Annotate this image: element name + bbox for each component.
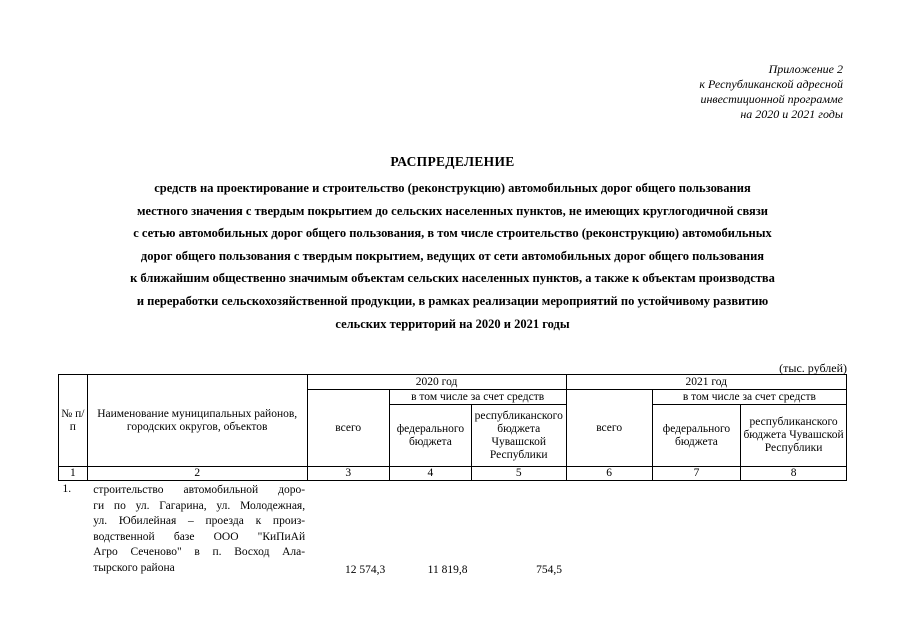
object-name-line: Агро Сеченово" в п. Восход Ала- [93, 546, 306, 559]
object-name-line: тырского района [93, 561, 175, 574]
subtitle-line: к ближайшим общественно значимым объектам сельских населенных пунктов, а также к объектам производства [130, 271, 775, 286]
object-name-line: ул. Юбилейная – проезда к произ- [93, 515, 306, 528]
appendix-line: Приложение 2 [768, 62, 843, 76]
header-incl-2021: в том числе за счет средств [652, 390, 846, 405]
col-number: 5 [471, 467, 566, 481]
header-name: Наименование муниципальных районов, городских округов, объектов [87, 375, 307, 467]
units-label: (тыс. рублей) [779, 361, 847, 375]
appendix-line: инвестиционной программе [700, 92, 843, 106]
row-federal-2020: 11 819,8 [427, 563, 468, 576]
header-federal-2021: федерального бюджета [652, 405, 740, 467]
object-name-line: водственной базе ООО "КиПиАй [93, 530, 306, 543]
header-total-2021: всего [566, 390, 652, 467]
col-number: 4 [389, 467, 471, 481]
subtitle-line: сельских территорий на 2020 и 2021 годы [335, 316, 570, 331]
col-number: 7 [652, 467, 740, 481]
header-year-2021: 2021 год [566, 375, 847, 390]
header-num: № п/п [59, 375, 88, 467]
row-republic-2021 [741, 481, 847, 577]
header-republic-2021: республиканского бюджета Чувашской Республики [741, 405, 847, 467]
col-number: 3 [307, 467, 389, 481]
row-object-name [87, 481, 307, 577]
row-republic-2020: 754,5 [536, 563, 562, 576]
col-number: 8 [741, 467, 847, 481]
row-total-2021 [566, 481, 652, 577]
subtitle-line: и переработки сельскохозяйственной продукции, в рамках реализации мероприятий по устойчивому развитию [136, 293, 769, 308]
object-name-line: ги по ул. Гагарина, ул. Молодежная, [93, 499, 306, 512]
header-year-2020: 2020 год [307, 375, 566, 390]
header-republic-2020: республиканского бюджета Чувашской Республики [471, 405, 566, 467]
col-number: 1 [59, 467, 88, 481]
row-total-2020: 12 574,3 [345, 563, 386, 576]
row-num: 1. [62, 483, 72, 495]
table-row [59, 481, 847, 577]
appendix-reference [583, 62, 843, 122]
header-total-2020: всего [307, 390, 389, 467]
subtitle-line: дорог общего пользования с твердым покрытием, ведущих от сети автомобильных дорог общего пользования [140, 248, 765, 263]
subtitle-line: средств на проектирование и строительство (реконструкцию) автомобильных дорог общего пользования [154, 181, 751, 195]
subtitle-line: с сетью автомобильных дорог общего пользования, в том числе строительство (реконструкцию) автомобильных [133, 226, 772, 241]
distribution-table [58, 374, 847, 577]
object-name-line: строительство автомобильной доро- [93, 484, 306, 496]
document-title: РАСПРЕДЕЛЕНИЕ [390, 154, 515, 169]
appendix-line: к Республиканской адресной [699, 77, 843, 91]
header-federal-2020: федерального бюджета [389, 405, 471, 467]
subtitle-line: местного значения с твердым покрытием до сельских населенных пунктов, не имеющих круглогодичной связи [136, 203, 769, 218]
row-federal-2021 [652, 481, 740, 577]
col-number: 2 [87, 467, 307, 481]
header-incl-2020: в том числе за счет средств [389, 390, 566, 405]
appendix-line: на 2020 и 2021 годы [740, 107, 843, 121]
col-number: 6 [566, 467, 652, 481]
document-subtitle [40, 177, 865, 335]
